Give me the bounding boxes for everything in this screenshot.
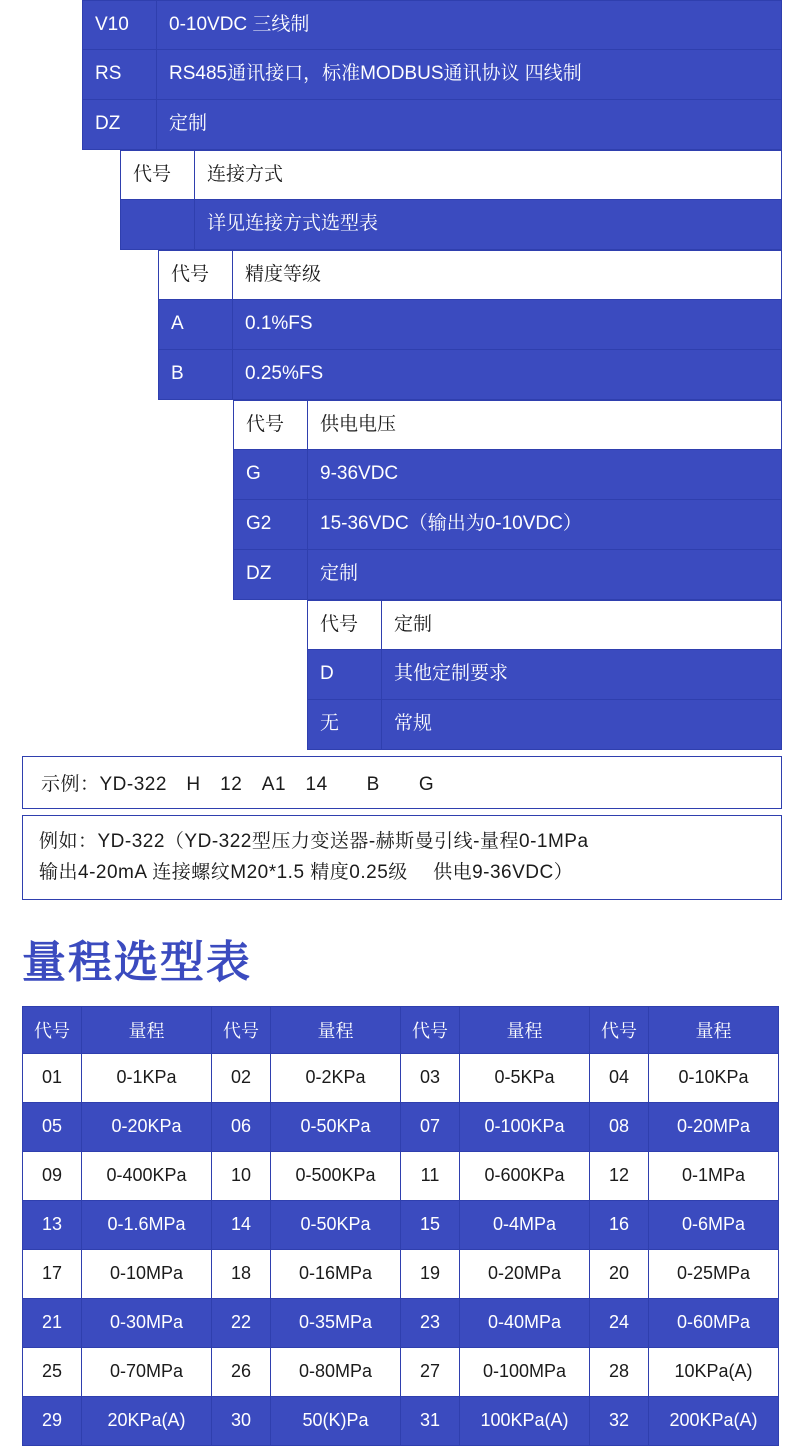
connection-method-table: [0, 150, 800, 250]
table-row: [233, 550, 782, 600]
cell-range: 0-10MPa: [82, 1249, 212, 1298]
cell-range: 0-1.6MPa: [82, 1200, 212, 1249]
cell-range: 0-500KPa: [271, 1151, 401, 1200]
table-header-row: [23, 1006, 779, 1053]
cell-code: 05: [23, 1102, 82, 1151]
cell-range: 0-70MPa: [82, 1347, 212, 1396]
cell-code: 29: [23, 1396, 82, 1445]
cell-code: 07: [401, 1102, 460, 1151]
row-description: 其他定制要求: [382, 650, 781, 699]
cell-range: 100KPa(A): [460, 1396, 590, 1445]
row-description: 9-36VDC: [308, 450, 781, 499]
cell-range: 0-6MPa: [649, 1200, 779, 1249]
table-header-row: [233, 400, 782, 450]
cell-range: 0-30MPa: [82, 1298, 212, 1347]
header-label: 精度等级: [233, 251, 781, 299]
column-header: 量程: [460, 1006, 590, 1053]
cell-code: 04: [590, 1053, 649, 1102]
cell-code: 31: [401, 1396, 460, 1445]
row-description: 详见连接方式选型表: [195, 200, 781, 249]
cell-range: 0-1KPa: [82, 1053, 212, 1102]
cell-code: 22: [212, 1298, 271, 1347]
cell-range: 0-100KPa: [460, 1102, 590, 1151]
column-header: 量程: [649, 1006, 779, 1053]
cell-range: 0-20KPa: [82, 1102, 212, 1151]
cell-code: 03: [401, 1053, 460, 1102]
table-row: [307, 700, 782, 750]
column-header: 量程: [271, 1006, 401, 1053]
output-signal-table: [0, 0, 800, 150]
table-row: [23, 1200, 779, 1249]
row-description: 定制: [157, 100, 781, 149]
cell-range: 0-50KPa: [271, 1102, 401, 1151]
cell-code: 20: [590, 1249, 649, 1298]
row-description: 15-36VDC（输出为0-10VDC）: [308, 500, 781, 549]
cell-code: 14: [212, 1200, 271, 1249]
table-header-row: [120, 150, 782, 200]
table-row: [82, 0, 782, 50]
header-code: 代号: [234, 401, 308, 449]
cell-range: 20KPa(A): [82, 1396, 212, 1445]
table-row: [23, 1347, 779, 1396]
cell-code: 17: [23, 1249, 82, 1298]
cell-code: 27: [401, 1347, 460, 1396]
row-description: 0.25%FS: [233, 350, 781, 399]
cell-code: 30: [212, 1396, 271, 1445]
row-code: V10: [83, 1, 157, 49]
row-code: 无: [308, 700, 382, 749]
cell-code: 21: [23, 1298, 82, 1347]
cell-code: 02: [212, 1053, 271, 1102]
cell-code: 24: [590, 1298, 649, 1347]
cell-range: 0-35MPa: [271, 1298, 401, 1347]
row-description: 0-10VDC 三线制: [157, 1, 781, 49]
cell-code: 25: [23, 1347, 82, 1396]
row-code: G: [234, 450, 308, 499]
row-code: DZ: [234, 550, 308, 599]
cell-code: 12: [590, 1151, 649, 1200]
cell-range: 50(K)Pa: [271, 1396, 401, 1445]
cell-code: 32: [590, 1396, 649, 1445]
header-code: 代号: [121, 151, 195, 199]
column-header: 代号: [23, 1006, 82, 1053]
column-header: 代号: [401, 1006, 460, 1053]
table-header-row: [307, 600, 782, 650]
table-row: [307, 650, 782, 700]
example-note: [22, 815, 782, 900]
cell-code: 09: [23, 1151, 82, 1200]
table-row: [23, 1396, 779, 1445]
row-description: RS485通讯接口，标准MODBUS通讯协议 四线制: [157, 50, 781, 99]
cell-range: 0-100MPa: [460, 1347, 590, 1396]
cell-code: 23: [401, 1298, 460, 1347]
table-row: [23, 1102, 779, 1151]
table-row: [82, 100, 782, 150]
header-code: 代号: [308, 601, 382, 649]
cell-range: 0-600KPa: [460, 1151, 590, 1200]
cell-range: 0-20MPa: [460, 1249, 590, 1298]
cell-range: 0-4MPa: [460, 1200, 590, 1249]
row-code: D: [308, 650, 382, 699]
cell-range: 0-2KPa: [271, 1053, 401, 1102]
range-selection-table: [22, 1006, 779, 1446]
table-header-row: [158, 250, 782, 300]
cell-range: 0-40MPa: [460, 1298, 590, 1347]
cell-range: 0-80MPa: [271, 1347, 401, 1396]
row-code: A: [159, 300, 233, 349]
cell-code: 11: [401, 1151, 460, 1200]
page-title: 量程选型表: [22, 937, 252, 987]
cell-range: 0-400KPa: [82, 1151, 212, 1200]
cell-range: 0-25MPa: [649, 1249, 779, 1298]
cell-code: 16: [590, 1200, 649, 1249]
cell-code: 28: [590, 1347, 649, 1396]
row-description: 定制: [308, 550, 781, 599]
row-code: G2: [234, 500, 308, 549]
customization-table: [0, 600, 800, 750]
header-label: 供电电压: [308, 401, 781, 449]
cell-code: 01: [23, 1053, 82, 1102]
row-code: DZ: [83, 100, 157, 149]
column-header: 代号: [212, 1006, 271, 1053]
cell-code: 26: [212, 1347, 271, 1396]
header-label: 定制: [382, 601, 781, 649]
table-row: [158, 350, 782, 400]
table-row: [233, 450, 782, 500]
supply-voltage-table: [0, 400, 800, 600]
cell-range: 0-5KPa: [460, 1053, 590, 1102]
accuracy-class-table: [0, 250, 800, 400]
row-code: RS: [83, 50, 157, 99]
example-note-line-1: 例如：YD-322（YD-322型压力变送器-赫斯曼引线-量程0-1MPa: [39, 831, 589, 852]
cell-range: 0-16MPa: [271, 1249, 401, 1298]
cell-range: 0-10KPa: [649, 1053, 779, 1102]
row-description: 0.1%FS: [233, 300, 781, 349]
cell-code: 08: [590, 1102, 649, 1151]
table-row: [120, 200, 782, 250]
cell-code: 19: [401, 1249, 460, 1298]
example-note-line-2: 输出4-20mA 连接螺纹M20*1.5 精度0.25级 供电9-36VDC）: [39, 862, 574, 884]
cell-code: 15: [401, 1200, 460, 1249]
cell-range: 10KPa(A): [649, 1347, 779, 1396]
row-description: 常规: [382, 700, 781, 749]
column-header: 代号: [590, 1006, 649, 1053]
table-row: [23, 1053, 779, 1102]
cell-range: 0-1MPa: [649, 1151, 779, 1200]
example-row: 示例：YD-322 H 12 A1 14 B G: [22, 756, 782, 809]
table-row: [23, 1298, 779, 1347]
table-row: [158, 300, 782, 350]
cell-code: 10: [212, 1151, 271, 1200]
cell-code: 13: [23, 1200, 82, 1249]
cell-range: 0-50KPa: [271, 1200, 401, 1249]
header-code: 代号: [159, 251, 233, 299]
header-label: 连接方式: [195, 151, 781, 199]
table-row: [233, 500, 782, 550]
table-row: [23, 1249, 779, 1298]
cell-range: 0-60MPa: [649, 1298, 779, 1347]
column-header: 量程: [82, 1006, 212, 1053]
table-row: [23, 1151, 779, 1200]
cell-code: 06: [212, 1102, 271, 1151]
row-code: [121, 200, 195, 249]
cell-range: 0-20MPa: [649, 1102, 779, 1151]
table-row: [82, 50, 782, 100]
cell-range: 200KPa(A): [649, 1396, 779, 1445]
row-code: B: [159, 350, 233, 399]
cell-code: 18: [212, 1249, 271, 1298]
